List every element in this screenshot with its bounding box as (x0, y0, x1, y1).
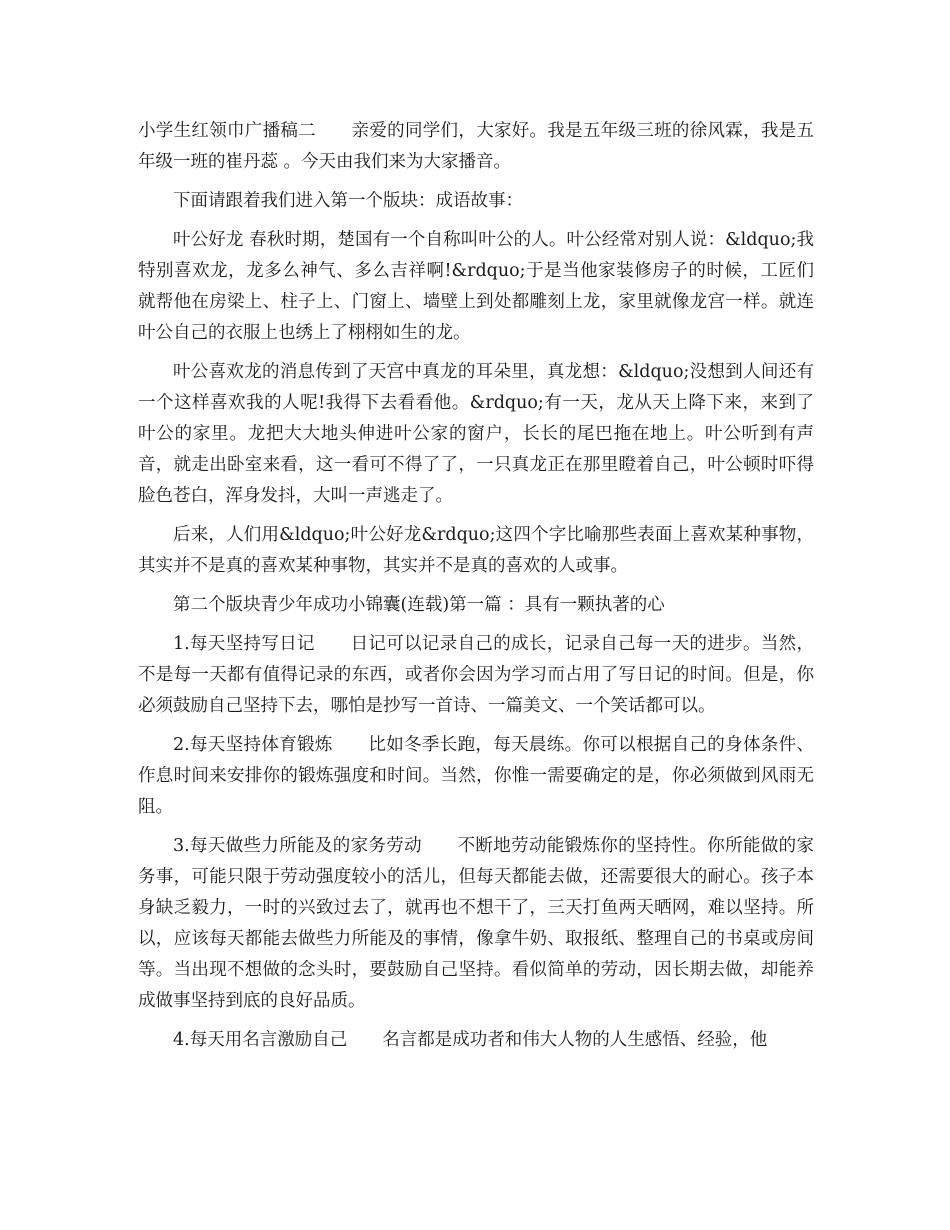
paragraph-story-part-one: 叶公好龙 春秋时期，楚国有一个自称叫叶公的人。叶公经常对别人说：&ldquo;我特别喜欢龙，龙多么神气、多么吉祥啊!&rdquo;于是当他家装修房子的时候，工匠们就帮他在房梁上、柱子上、门窗上、墙壁上到处都雕刻上龙，家里就像龙宫一样。就连叶公自己的衣服上也绣上了栩栩如生的龙。 (138, 230, 814, 343)
paragraph-tip-exercise: 2.每天坚持体育锻炼 比如冬季长跑，每天晨练。你可以根据自己的身体条件、作息时间来安排你的锻炼强度和时间。当然，你惟一需要确定的是，你必须做到风雨无阻。 (138, 735, 814, 817)
paragraph-tip-housework: 3.每天做些力所能及的家务劳动 不断地劳动能锻炼你的坚持性。你所能做的家务事，可能只限于劳动强度较小的活儿，但每天都能去做，还需要很大的耐心。孩子本身缺乏毅力，一时的兴致过去了，就再也不想干了，三天打鱼两天晒网，难以坚持。所以，应该每天都能去做些力所能及的事情，像拿牛奶、取报纸、整理自己的书桌或房间等。当出现不想做的念头时，要鼓励自己坚持。看似简单的劳动，因长期去做，却能养成做事坚持到底的良好品质。 (138, 836, 814, 1011)
paragraph-section-one-heading: 下面请跟着我们进入第一个版块：成语故事： (173, 191, 523, 211)
paragraph-tip-quotes: 4.每天用名言激励自己 名言都是成功者和伟大人物的人生感悟、经验，他 (173, 1030, 768, 1050)
paragraph-intro: 小学生红领巾广播稿二 亲爱的同学们，大家好。我是五年级三班的徐风霖，我是五年级一班的崔丹蕊 。今天由我们来为大家播音。 (138, 121, 814, 172)
document-page (138, 116, 814, 1064)
paragraph-story-moral: 后来，人们用&ldquo;叶公好龙&rdquo;这四个字比喻那些表面上喜欢某种事物，其实并不是真的喜欢某种事物，其实并不是真的喜欢的人或事。 (138, 525, 814, 576)
paragraph-story-part-two: 叶公喜欢龙的消息传到了天宫中真龙的耳朵里，真龙想：&ldquo;没想到人间还有一个这样喜欢我的人呢!我得下去看看他。&rdquo;有一天，龙从天上降下来，来到了叶公的家里。龙把大大地头伸进叶公家的窗户，长长的尾巴拖在地上。叶公听到有声音，就走出卧室来看，这一看可不得了了，一只真龙正在那里瞪着自己，叶公顿时吓得脸色苍白，浑身发抖，大叫一声逃走了。 (138, 362, 814, 506)
paragraph-tip-diary: 1.每天坚持写日记 日记可以记录自己的成长，记录自己每一天的进步。当然，不是每一天都有值得记录的东西，或者你会因为学习而占用了写日记的时间。但是，你必须鼓励自己坚持下去，哪怕是抄写一首诗、一篇美文、一个笑话都可以。 (138, 634, 814, 716)
paragraph-section-two-heading: 第二个版块青少年成功小锦囊(连载)第一篇 ：具有一颗执著的心 (173, 595, 665, 615)
